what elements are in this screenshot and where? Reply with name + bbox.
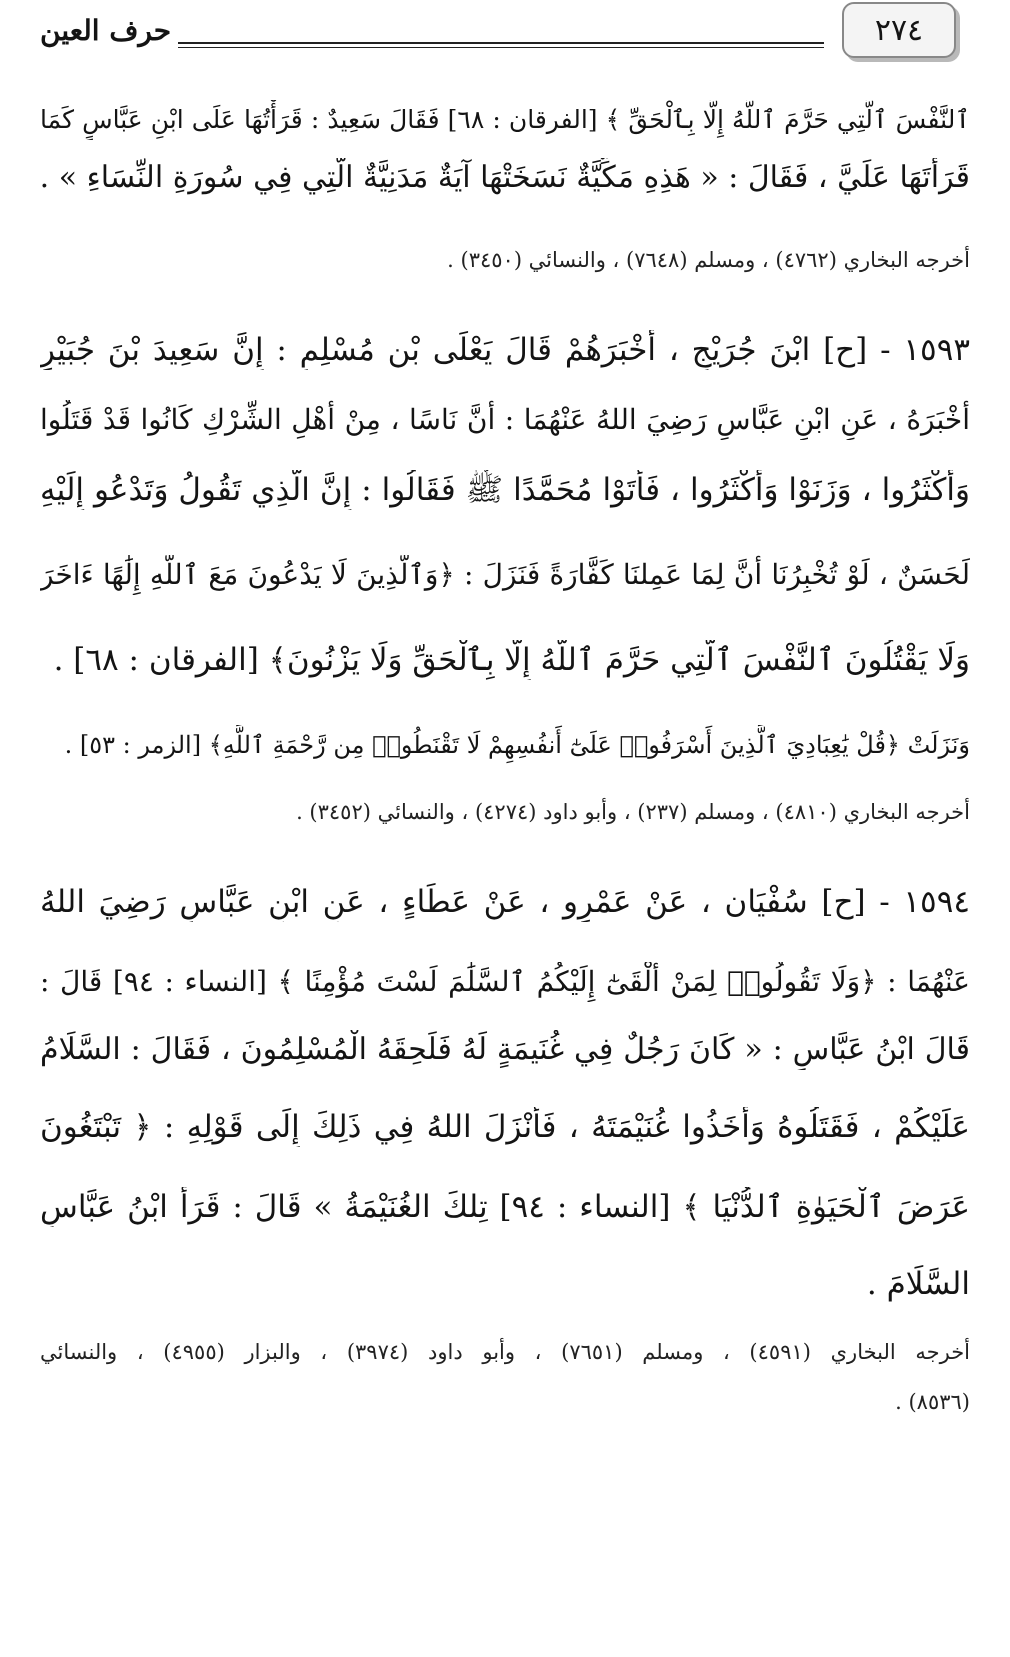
page-header: [40, 0, 960, 70]
hadith-line: السَّلَامَ .: [866, 1266, 970, 1302]
hadith-line: أَخْبَرَهُ ، عَنِ ابْنِ عَبَّاسٍ رَضِيَ اللهُ عَنْهُمَا : أَنَّ نَاسًا ، مِنْ أَهْلِ الشِّرْكِ كَانُوا قَدْ قَتَلُوا: [40, 403, 970, 436]
page-number-badge: [842, 2, 956, 58]
hadith-line: عَنْهُمَا : ﴿وَلَا تَقُولُوا۟ لِمَنْ أَلْقَىٰٓ إِلَيْكُمُ ٱلسَّلَٰمَ لَسْتَ مُؤْمِنًا ﴾ [النساء : ٩٤] قَالَ :: [40, 965, 970, 998]
hadith-line: وَأَكْثَرُوا ، وَزَنَوْا وَأَكْثَرُوا ، فَأَتَوْا مُحَمَّدًا ﷺ فَقَالُوا : إِنَّ الَّذِي تَقُولُ وَتَدْعُو إِلَيْهِ: [40, 472, 970, 508]
source-citation: أخرجه البخاري (٤٧٦٢) ، ومسلم (٧٦٤٨) ، والنسائي (٣٤٥٠) .: [447, 248, 970, 272]
hadith-line: ١٥٩٤ - [ح] سُفْيَان ، عَنْ عَمْرٍو ، عَنْ عَطَاءٍ ، عَنِ ابْنِ عَبَّاسٍ رَضِيَ اللهُ: [40, 884, 970, 920]
source-citation: أخرجه البخاري (٤٨١٠) ، ومسلم (٢٣٧) ، وأبو داود (٤٢٧٤) ، والنسائي (٣٤٥٢) .: [296, 800, 970, 824]
hadith-line: قَالَ ابْنُ عَبَّاسٍ : « كَانَ رَجُلٌ فِي غُنَيمَةٍ لَهُ فَلَحِقَهُ الْمُسْلِمُونَ ، فَقَالَ : السَّلَامُ: [40, 1032, 970, 1067]
chapter-title: حرف العين: [40, 14, 172, 47]
hadith-line: لَحَسَنٌ ، لَوْ تُخْبِرُنَا أَنَّ لِمَا عَمِلنَا كَفَّارَةً فَنَزَلَ : ﴿وَٱلَّذِينَ لَا يَدْعُونَ مَعَ ٱللَّهِ إِلَٰهًا ءَاخَرَ: [40, 558, 970, 591]
text-line: ٱلنَّفْسَ ٱلَّتِي حَرَّمَ ٱللَّهُ إِلَّا بِٱلْحَقِّ ﴾ [الفرقان : ٦٨] فَقَالَ سَعِيدٌ : قَرَأْتُهَا عَلَى ابْنِ عَبَّاسٍ كَمَا: [40, 105, 970, 134]
verse-line: وَنَزَلَتْ ﴿قُلْ يَٰعِبَادِيَ ٱلَّذِينَ أَسْرَفُوا۟ عَلَىٰٓ أَنفُسِهِمْ لَا تَقْنَطُوا۟ مِن رَّحْمَةِ ٱللَّهِ﴾ [الزمر : ٥٣] .: [64, 731, 970, 759]
header-rule: [178, 42, 824, 48]
page-number: ٢٧٤: [874, 12, 924, 48]
hadith-line: عَلَيْكُمْ ، فَقَتَلُوهُ وَأَخَذُوا غُنَيْمَتَهُ ، فَأَنْزَلَ اللهُ فِي ذَلِكَ إِلَى قَوْلِهِ : ﴿ تَبْتَغُونَ: [40, 1109, 970, 1145]
hadith-line: وَلَا يَقْتُلُونَ ٱلنَّفْسَ ٱلَّتِي حَرَّمَ ٱللَّهُ إِلَّا بِٱلْحَقِّ وَلَا يَزْنُونَ﴾ [الفرقان : ٦٨] .: [53, 642, 970, 678]
text-line: قَرَأْتَهَا عَلَيَّ ، فَقَالَ : « هَذِهِ مَكِّيَّةٌ نَسَخَتْهَا آيَةٌ مَدَنِيَّةٌ الَّتِي فِي سُورَةِ النِّسَاءِ » .: [40, 160, 970, 195]
hadith-line: عَرَضَ ٱلْحَيَوٰةِ ٱلدُّنْيَا ﴾ [النساء : ٩٤] تِلكَ الغُنَيْمَةُ » قَالَ : قَرَأَ ابْنُ عَبَّاسٍ: [40, 1189, 970, 1225]
source-citation: أخرجه البخاري (٤٥٩١) ، ومسلم (٧٦٥١) ، وأبو داود (٣٩٧٤) ، والبزار (٤٩٥٥) ، والنسائي: [40, 1340, 970, 1364]
hadith-line: ١٥٩٣ - [ح] ابْنَ جُرَيْجٍ ، أَخْبَرَهُمْ قَالَ يَعْلَى بْن مُسْلِمٍ : إِنَّ سَعِيدَ بْنَ جُبَيْرٍ: [40, 332, 970, 368]
source-citation: (٨٥٣٦) .: [895, 1390, 970, 1414]
